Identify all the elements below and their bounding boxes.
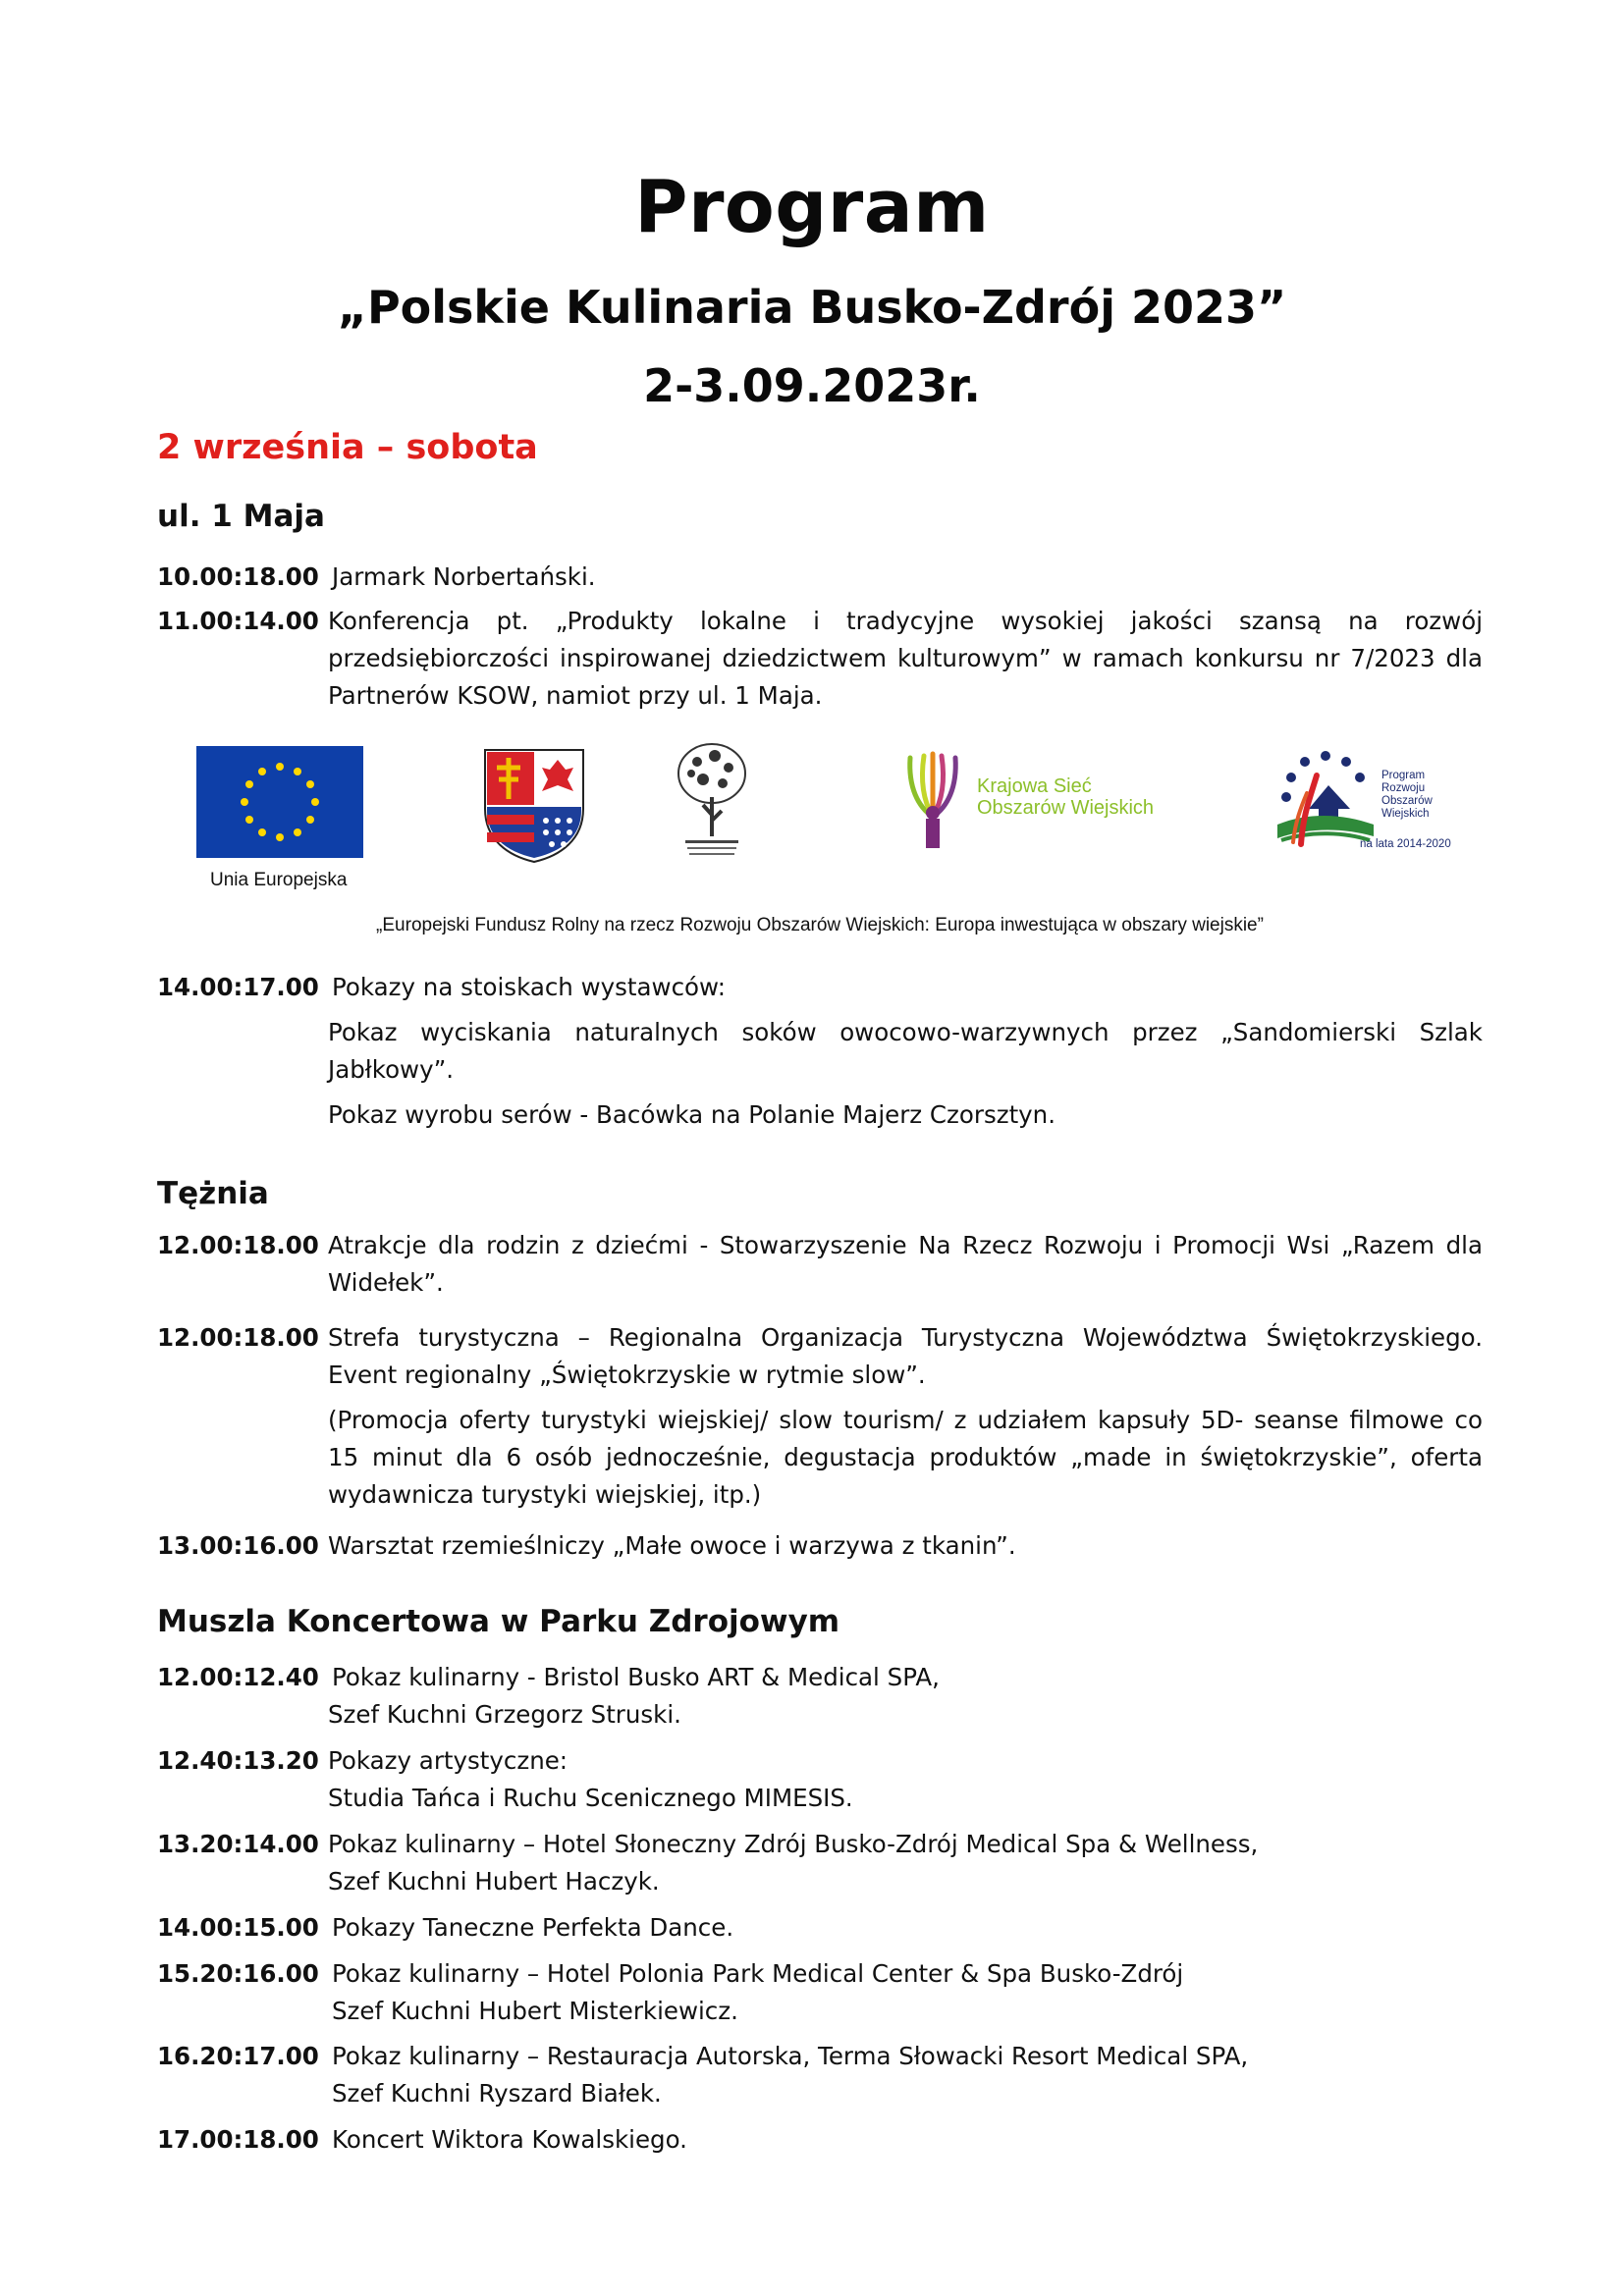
event-description: (Promocja oferty turystyki wiejskiej/ slow tourism/ z udziałem kapsuły 5D- seanse filmowe co 15 minut dla 6 osób jednocześnie, degustacja produktów „made in świętokrzyskie”, oferta wydawnicza turystyki wiejskiej, itp.) [328,1406,1483,1509]
time-range: 12.40:13.20 [157,1746,319,1775]
event-description: Strefa turystyczna – Regionalna Organizacja Turystyczna Województwa Świętokrzyskiego. Event regionalny „Świętokrzyskie w rytmie slow”. [328,1323,1483,1389]
event-description: Pokaz wyrobu serów - Bacówka na Polanie Majerz Czorsztyn. [328,1100,1056,1129]
event-description: Szef Kuchni Hubert Haczyk. [328,1867,660,1896]
schedule-item [157,1909,1483,1947]
schedule-item [157,1319,1483,1514]
event-description: Pokaz kulinarny - Bristol Busko ART & Medical SPA, [332,1663,940,1691]
tree-logo-icon [668,738,756,866]
schedule-item [157,1955,1483,2030]
time-range: 13.00:16.00 [157,1531,319,1560]
page-title: Program [634,165,990,249]
event-description: Pokaz wyciskania naturalnych soków owocowo-warzywnych przez „Sandomierski Szlak Jabłkowy”. [328,1018,1483,1084]
time-range: 14.00:15.00 [157,1913,319,1942]
event-description: Warsztat rzemieślniczy „Małe owoce i warzywa z tkanin”. [328,1531,1016,1560]
event-description: Pokaz kulinarny – Restauracja Autorska, Terma Słowacki Resort Medical SPA, [332,2042,1249,2070]
schedule-item [157,603,1483,715]
prow-label-years: na lata 2014-2020 [1360,838,1451,850]
time-range: 10.00:18.00 [157,562,319,591]
logos-caption: „Europejski Fundusz Rolny na rzecz Rozwoju Obszarów Wiejskich: Europa inwestująca w obszary wiejskie” [376,915,1264,935]
ksow-label-line2: Obszarów Wiejskich [977,797,1155,819]
time-range: 16.20:17.00 [157,2042,319,2070]
sponsor-logos [157,726,1483,962]
schedule-item [157,969,1483,1134]
swietokrzyskie-coat-of-arms-icon [481,746,587,864]
event-description: Pokazy Taneczne Perfekta Dance. [332,1913,734,1942]
schedule-item [157,2121,1483,2159]
event-name: „Polskie Kulinaria Busko-Zdrój 2023” [337,281,1287,334]
schedule-item [157,2038,1483,2112]
event-description: Koncert Wiktora Kowalskiego. [332,2125,687,2154]
time-range: 12.00:12.40 [157,1663,319,1691]
time-range: 12.00:18.00 [157,1323,319,1352]
event-description: Szef Kuchni Hubert Misterkiewicz. [332,1997,738,2025]
event-description: Szef Kuchni Ryszard Białek. [332,2079,662,2108]
prow-label-line3: Obszarów [1381,795,1433,807]
event-description: Pokazy artystyczne: [328,1746,568,1775]
schedule-item [157,1659,1483,1734]
ksow-label-line1: Krajowa Sieć [977,775,1092,797]
day-heading: 2 września – sobota [157,428,538,467]
ksow-logo-icon [898,748,967,851]
schedule-item [157,1227,1483,1302]
time-range: 15.20:16.00 [157,1959,319,1988]
event-description: Studia Tańca i Ruchu Scenicznego MIMESIS. [328,1784,853,1812]
eu-flag-icon [196,746,363,858]
event-description: Konferencja pt. „Produkty lokalne i tradycyjne wysokiej jakości szansą na rozwój przedsiębiorczości inspirowanej dziedzictwem kulturowym” w ramach konkursu nr 7/2023 dla Partnerów KSOW, namiot przy ul. 1 Maja. [328,607,1483,710]
section-title-teznia: Tężnia [157,1176,269,1211]
event-description: Pokaz kulinarny – Hotel Słoneczny Zdrój Busko-Zdrój Medical Spa & Wellness, [328,1830,1259,1858]
time-range: 11.00:14.00 [157,607,319,635]
event-description: Jarmark Norbertański. [332,562,596,591]
prow-label-line2: Rozwoju [1381,782,1426,794]
event-description: Atrakcje dla rodzin z dziećmi - Stowarzyszenie Na Rzecz Rozwoju i Promocji Wsi „Razem dla Widełek”. [328,1231,1483,1297]
event-date: 2-3.09.2023r. [643,359,981,412]
section-title-muszla-koncertowa: Muszla Koncertowa w Parku Zdrojowym [157,1604,840,1639]
schedule-item [157,559,1483,596]
event-description: Szef Kuchni Grzegorz Struski. [328,1700,681,1729]
prow-label-line1: Program [1381,770,1426,781]
prow-label-line4: Wiejskich [1381,808,1430,820]
time-range: 14.00:17.00 [157,973,319,1001]
eu-label: Unia Europejska [210,870,348,890]
schedule-item [157,1826,1483,1900]
time-range: 13.20:14.00 [157,1830,319,1858]
schedule-item [157,1742,1483,1817]
event-description: Pokazy na stoiskach wystawców: [332,973,726,1001]
time-range: 12.00:18.00 [157,1231,319,1259]
section-title-ul-1-maja: ul. 1 Maja [157,499,325,534]
time-range: 17.00:18.00 [157,2125,319,2154]
schedule-item [157,1527,1483,1565]
event-description: Pokaz kulinarny – Hotel Polonia Park Medical Center & Spa Busko-Zdrój [332,1959,1184,1988]
